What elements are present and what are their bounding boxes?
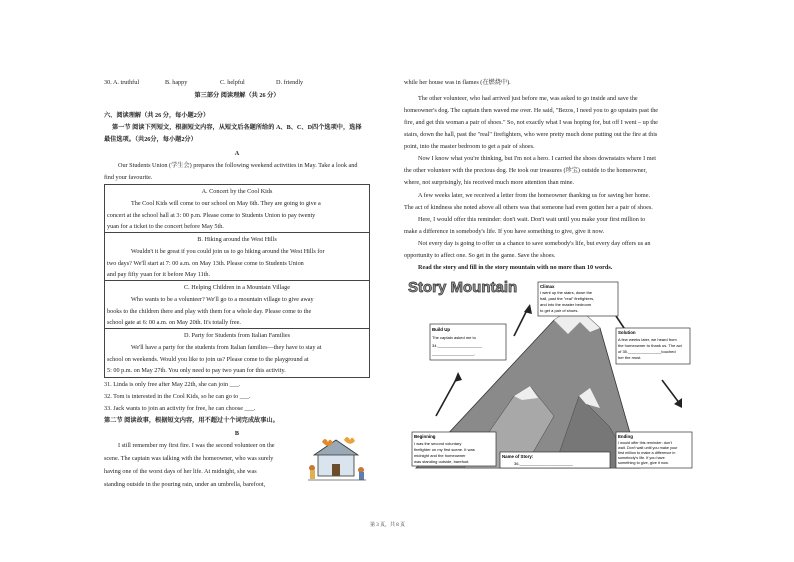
beginning-line: was standing outside, barefoot. [414, 459, 470, 464]
activity-line: We'll have a party for the students from Italian families—they have to stay at [131, 344, 322, 351]
buildup-line: The captain asked me to [432, 335, 476, 340]
beginning-heading: Beginning [414, 434, 436, 439]
activity-line: yuan for a ticket to the concert before May 5th. [107, 223, 224, 230]
activity-d [105, 329, 369, 377]
activity-line: 5: 00 p.m. on May 27th. You only need to pay two yuan for this activity. [107, 367, 286, 374]
story-line: stairs, down the hall, past the "real" firefighters, who were pretty much done putting out the fire at this [404, 131, 658, 138]
ending-line: wait. Don't wait until you make your [618, 446, 678, 450]
arrow-head [454, 372, 462, 382]
story-line: fire, and get this woman a pair of shoes." So, not exactly what I was hoping for, but off I went – up the [404, 119, 658, 126]
passage-b-label: B [234, 430, 240, 437]
beginning-line: midnight and the homeowner [414, 453, 466, 458]
story-line: The other volunteer, who had arrived just before me, was asked to go inside and save the [418, 95, 638, 102]
story-line: make a difference in somebody's life. If you have something to give, give it now. [404, 228, 605, 235]
buildup-line: ___________________. [432, 351, 476, 356]
solution-line: her the most. [618, 355, 642, 360]
section1-instruction-line2: 最佳选项。（共26分，每小题2分） [104, 136, 197, 143]
passage-b-line: having one of the worst days of her life. At midnight, she was [104, 468, 257, 475]
activity-line: and pay fifty yuan for it before May 11th. [107, 271, 211, 278]
story-line: Not every day is going to offer us a chance to save somebody's life, but every day offers us an [418, 240, 651, 247]
solution-line: the homeowner to thank us. The act [618, 343, 682, 348]
story-line: opportunity to affect one. So get in the game. Save the shoes. [404, 252, 556, 259]
ending-line: first million to make a difference in [618, 451, 676, 455]
passage-b-line: I still remember my first fire. I was the second volunteer on the [118, 442, 275, 449]
arrow-head [674, 398, 682, 408]
question-32: 32. Tom is interested in the Cool Kids, so he can go to ___. [104, 393, 251, 400]
passage-a-intro-line2: find your favourite. [104, 174, 153, 181]
burning-house-illustration [308, 434, 366, 482]
story-line: The act of kindness she noted above all others was that someone had even gotten her a pair of shoes. [404, 204, 653, 211]
activity-title: D. Party for Students from Italian Families [183, 332, 291, 339]
climax-heading: Climax [540, 284, 555, 289]
story-mountain-diagram [404, 276, 694, 474]
activity-line: Who wants to be a volunteer? We'll go to a mountain village to give away [131, 296, 314, 303]
section2-instruction: 第二节 阅读故事，根据短文内容，用不超过十个词完成故事山。 [104, 417, 279, 424]
part3-title: 第三部分 阅读理解（共 26 分） [194, 92, 280, 99]
story-line: the other volunteer with the precious dog. He took our treasures (珍宝) outside to the homeowner, [404, 167, 647, 174]
activity-line: concert at the school hall at 3: 00 p.m. Please come to Students Union to pay twenty [107, 212, 316, 219]
climax-line: hall, past the "real" firefighters, [540, 296, 595, 301]
activity-line: school on weekends. Would you like to join us? Please come to the playground at [107, 356, 309, 363]
solution-line: of 35._______________touched [618, 349, 676, 354]
activities-table [104, 184, 370, 378]
beginning-line: I was the second voluntary [414, 441, 462, 446]
activity-line: school gate at 6: 00 a.m. on May 20th. It's totally free. [107, 319, 241, 326]
activity-a [105, 185, 369, 233]
story-line: where, not surprisingly, his received much more attention than mine. [404, 179, 575, 186]
section6-title: 六、阅读理解（共 26 分，每小题2分） [104, 112, 210, 119]
story-mountain-title: Story Mountain [408, 279, 518, 296]
q30-option-a: 30. A. truthful [104, 79, 140, 86]
section1-instruction-line1: 第一节 阅读下列短文，根据短文内容，从短文后各题所给的 A、B、C、D四个选项中，选择 [112, 124, 362, 131]
story-line: Now I know what you're thinking, but I'm not a hero. I carried the shoes downstairs where I met [418, 155, 656, 162]
passage-a-intro-line1: Our Students Union (学生会) prepares the following weekend activities in May. Take a look and [118, 162, 358, 169]
ending-line: I would offer this reminder: don't [618, 441, 672, 445]
activity-line: Wouldn't it be great if you could join us to go hiking around the West Hills for [131, 248, 325, 255]
activity-title: B. Hiking around the West Hills [197, 236, 277, 243]
climax-line: to get a pair of shoes. [540, 308, 579, 313]
story-line: A few weeks later, we received a letter from the homeowner thanking us for saving her home. [418, 192, 651, 199]
page-number: 第 3 页，共 8 页 [370, 523, 406, 528]
story-line: point, into the master bedroom to get a pair of shoes. [404, 143, 535, 150]
activity-b [105, 233, 369, 281]
q30-option-c: C. helpful [220, 79, 245, 86]
activity-line: two days? We'll start at 7: 00 a.m. on May 13th. Please come to Students Union [107, 260, 304, 267]
climax-line: I went up the stairs, down the [540, 290, 593, 295]
passage-b-line: scene. The captain was talking with the homeowner, who was surely [104, 455, 274, 462]
story-line: while her house was in flames (在燃烧中). [404, 79, 511, 86]
solution-line: A few weeks later, we heard from [618, 337, 677, 342]
story-line: homeowner's dog. The captain then waved me over. He said, "Bezos, I need you to go upstairs past the [404, 107, 659, 114]
story-name-blank: 36.________________________ [514, 461, 573, 466]
activity-line: books to the children there and play with them for a whole day. Please come to the [107, 308, 312, 315]
passage-b-line: standing outside in the pouring rain, under an umbrella, barefoot, [104, 481, 266, 488]
solution-heading: Solution [618, 330, 636, 335]
ending-line: something to give, give it now. [618, 461, 669, 465]
activity-c [105, 281, 369, 329]
ending-line: somebody's life. If you have [618, 456, 665, 460]
ending-heading: Ending [618, 434, 633, 439]
arrow-down-far-right [662, 380, 680, 404]
activity-line: The Cool Kids will come to our school on May 6th. They are going to give a [131, 200, 321, 207]
story-name-heading: Name of Story: [502, 454, 534, 459]
climax-line: and into the master bedroom [540, 302, 592, 307]
buildup-heading: Build Up [432, 327, 451, 332]
beginning-line: firefighter on my first scene. It was [414, 447, 475, 452]
activity-title: A. Concert by the Cool Kids [201, 188, 273, 195]
story-line: Here, I would offer this reminder: don't wait. Don't wait until you make your first million to [418, 216, 646, 223]
q30-option-b: B. happy [165, 79, 188, 86]
question-33: 33. Jack wants to join an activity for free, he can choose ___. [104, 405, 256, 412]
passage-a-label: A [234, 150, 240, 157]
buildup-line: 34.____________________ [432, 343, 483, 348]
story-mountain-instruction: Read the story and fill in the story mountain with no more than 10 words. [418, 264, 613, 271]
arrow-up-left [436, 376, 458, 416]
activity-title: C. Helping Children in a Mountain Village [184, 284, 290, 291]
q30-option-d: D. friendly [276, 79, 304, 86]
question-31: 31. Linda is only free after May 22th, she can join ___. [104, 381, 241, 388]
